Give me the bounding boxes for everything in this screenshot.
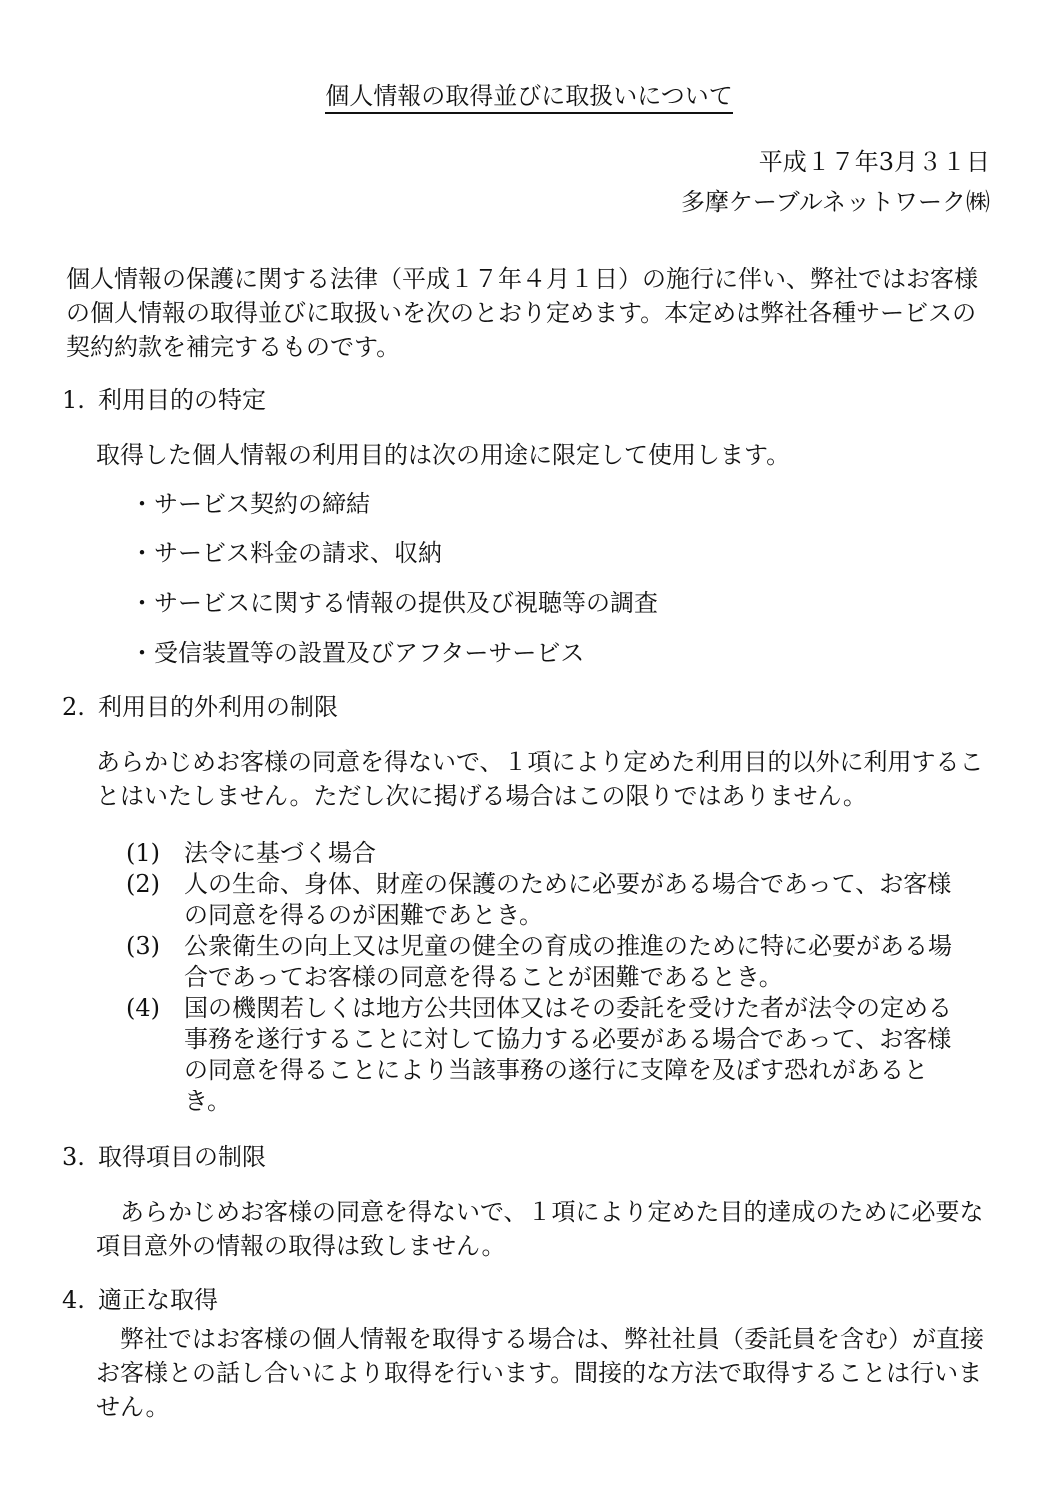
section-4-body: 弊社ではお客様の個人情報を取得する場合は、弊社社員（委託員を含む）が直接お客様との話し合いにより取得を行います。間接的な方法で取得することは行いません。 [96, 1325, 984, 1421]
purpose-bullet: ・サービス料金の請求、収納 [130, 539, 442, 567]
section-2-heading [62, 691, 338, 723]
document-title-text: 個人情報の取得並びに取扱いについて [325, 82, 733, 114]
condition-item [126, 869, 966, 931]
condition-item [126, 838, 966, 869]
condition-text: 法令に基づく場合 [184, 839, 376, 867]
section-1-number: 1. [62, 386, 85, 414]
condition-item [126, 931, 966, 993]
condition-number: (3) [126, 932, 160, 960]
issue-date: 平成１７年3月３１日 [758, 148, 990, 176]
section-1-title: 利用目的の特定 [98, 386, 266, 414]
purpose-bullet: ・サービス契約の締結 [130, 490, 370, 518]
condition-text: 国の機関若しくは地方公共団体又はその委託を受けた者が法令の定める事務を遂行することに対して協力する必要がある場合であって、お客様の同意を得ることにより当該事務の遂行に支障を及ぼす恐れがあるとき。 [184, 994, 952, 1115]
purpose-bullet: ・サービスに関する情報の提供及び視聴等の調査 [130, 589, 658, 617]
section-4-heading [62, 1284, 218, 1316]
section-3-heading [62, 1141, 266, 1173]
company-name: 多摩ケーブルネットワーク㈱ [680, 188, 990, 216]
section-3-body: あらかじめお客様の同意を得ないで、１項により定めた目的達成のために必要な項目意外の情報の取得は致しません。 [96, 1198, 984, 1260]
section-4-number: 4. [62, 1286, 85, 1314]
section-2-title: 利用目的外利用の制限 [98, 693, 338, 721]
section-4-title: 適正な取得 [98, 1286, 218, 1314]
condition-text: 人の生命、身体、財産の保護のために必要がある場合であって、お客様の同意を得るのが困難であとき。 [184, 870, 952, 929]
section-2-body: あらかじめお客様の同意を得ないで、１項により定めた利用目的以外に利用することはいたしません。ただし次に掲げる場合はこの限りではありません。 [96, 748, 984, 810]
purpose-bullet: ・受信装置等の設置及びアフターサービス [130, 639, 585, 667]
condition-number: (4) [126, 994, 160, 1022]
section-3-number: 3. [62, 1143, 85, 1171]
document-title [0, 80, 1058, 112]
condition-item [126, 993, 966, 1117]
section-1-body: 取得した個人情報の利用目的は次の用途に限定して使用します。 [96, 441, 791, 469]
intro-paragraph: 個人情報の保護に関する法律（平成１７年４月１日）の施行に伴い、弊社ではお客様の個人情報の取得並びに取扱いを次のとおり定めます。本定めは弊社各種サービスの契約約款を補完するものです。 [66, 265, 978, 361]
condition-text: 公衆衛生の向上又は児童の健全の育成の推進のために特に必要がある場合であってお客様の同意を得ることが困難であるとき。 [184, 932, 952, 991]
condition-number: (1) [126, 839, 160, 867]
section-2-number: 2. [62, 693, 85, 721]
section-1-heading [62, 384, 266, 416]
condition-number: (2) [126, 870, 160, 898]
section-3-title: 取得項目の制限 [98, 1143, 266, 1171]
